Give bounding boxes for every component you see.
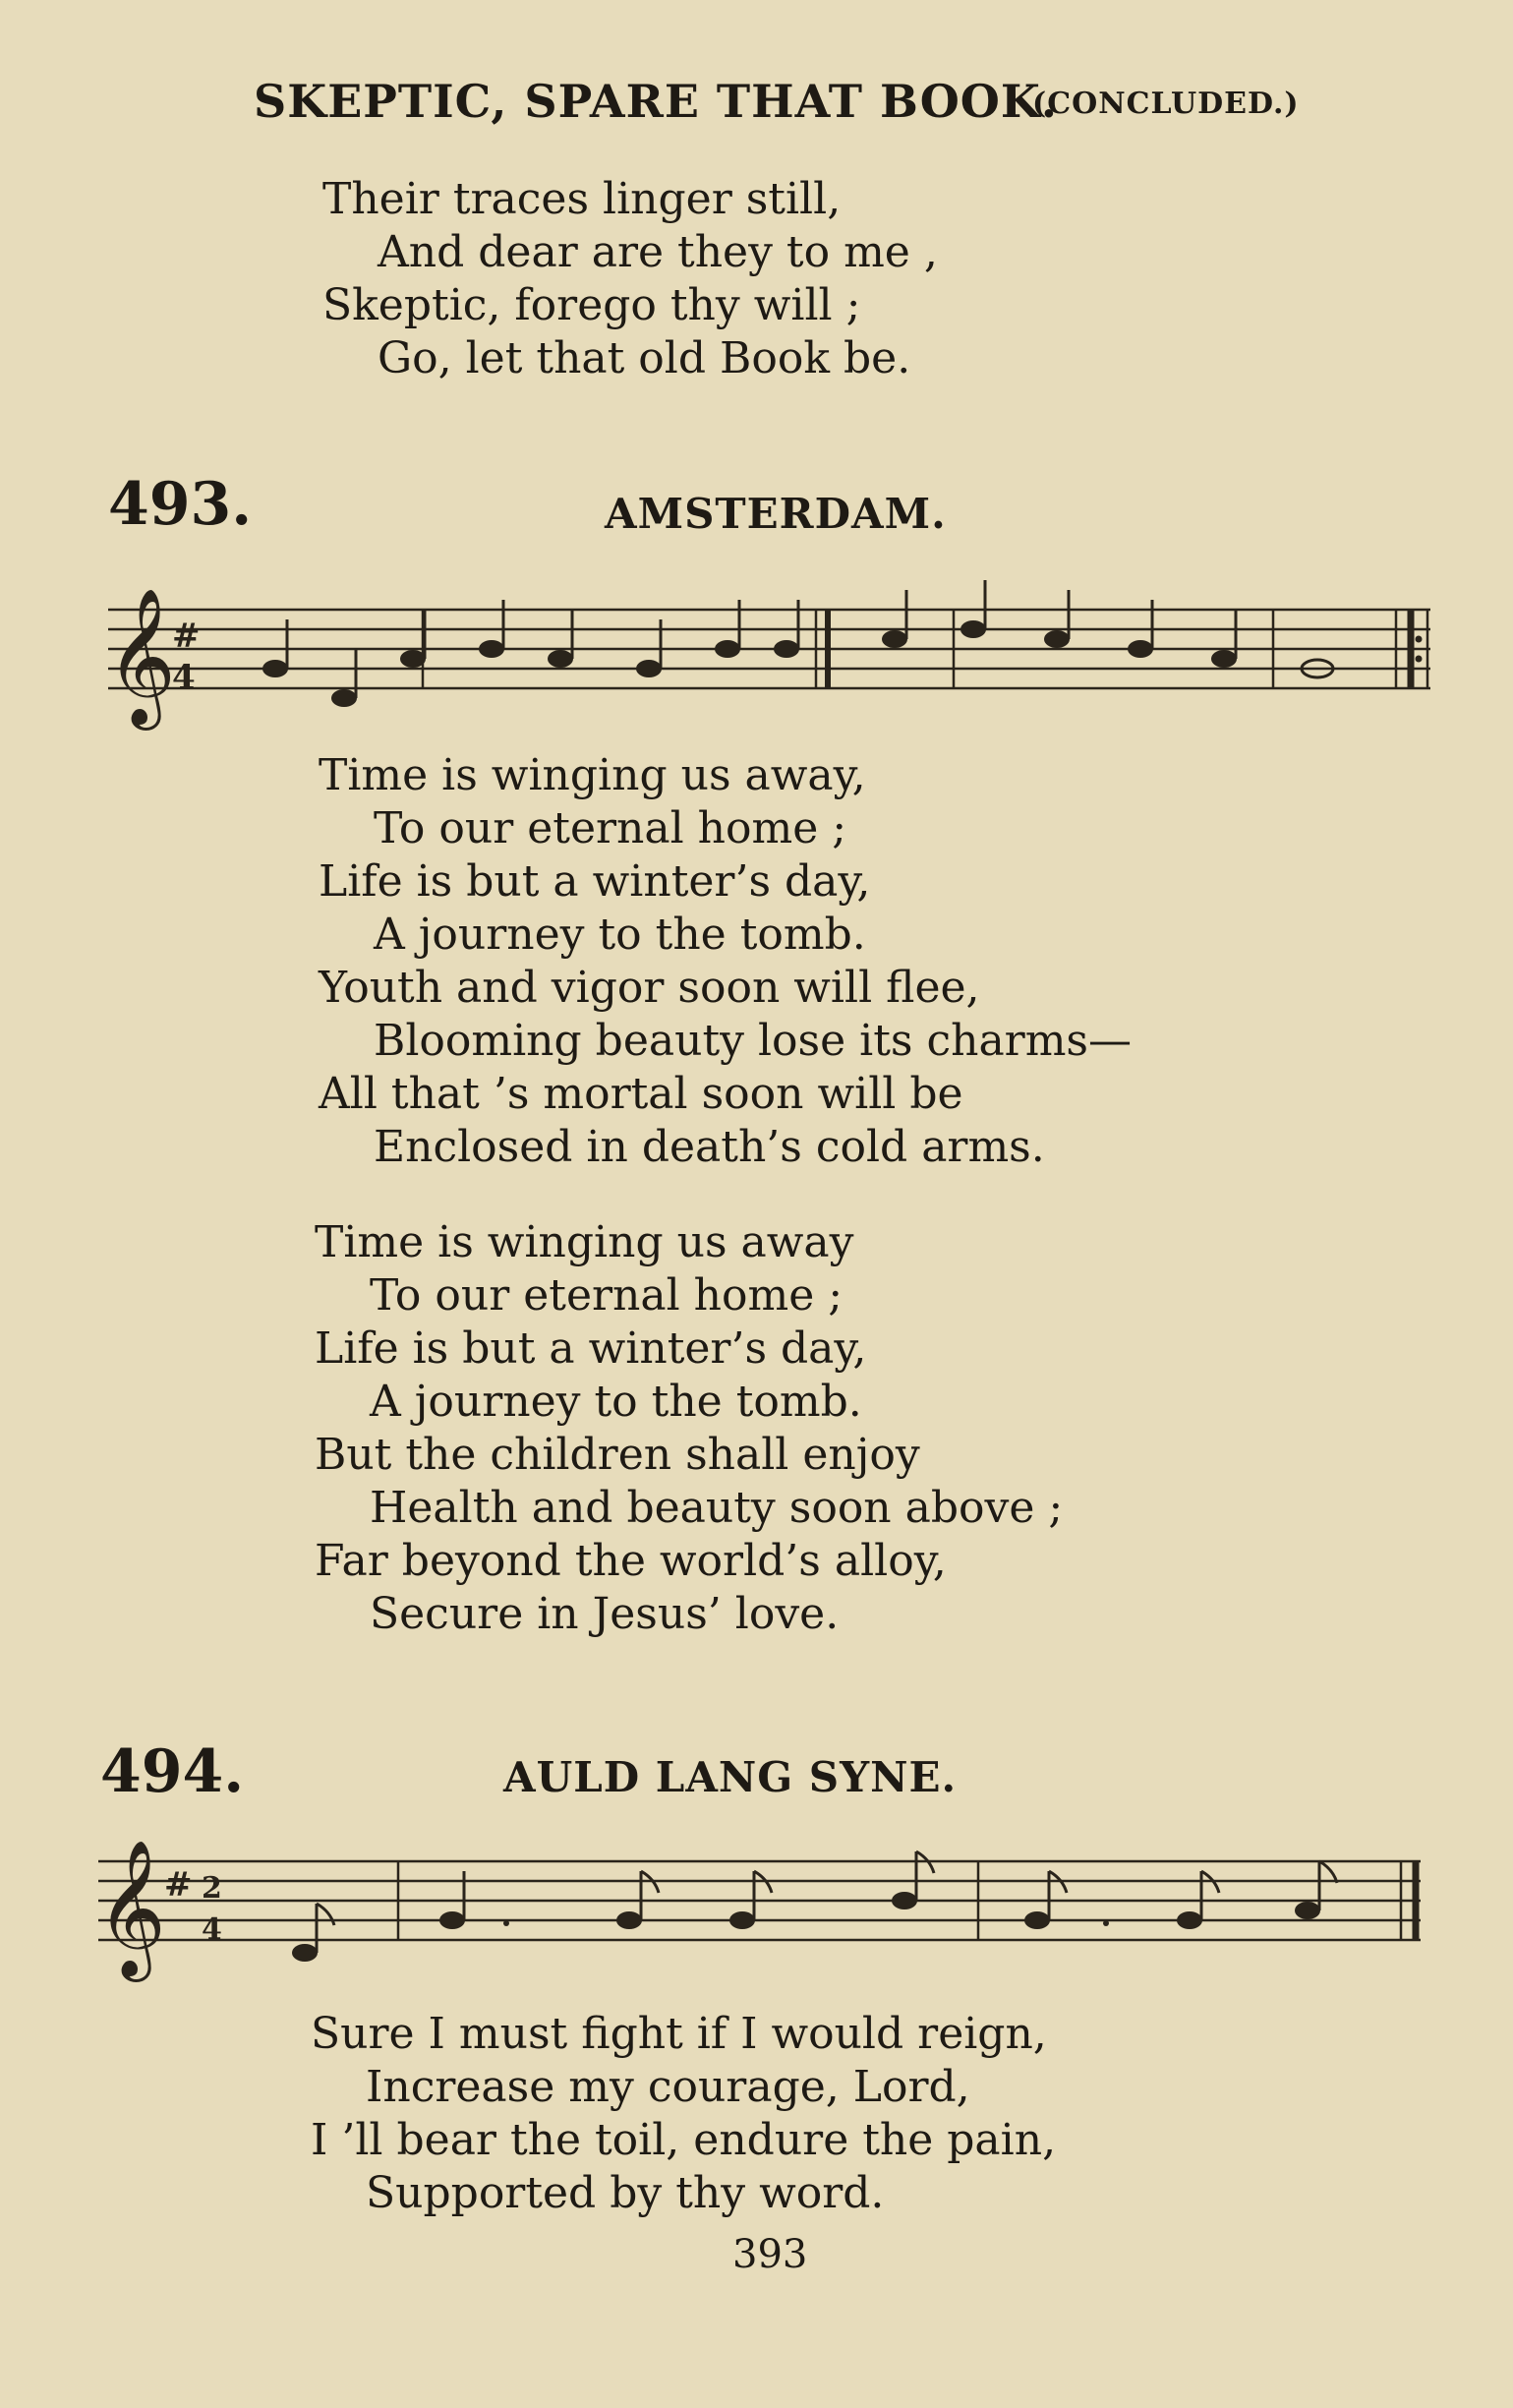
verse-line: Time is winging us away, bbox=[319, 750, 866, 800]
hymn-493-verse-2 bbox=[315, 1216, 1063, 1641]
treble-clef-icon: 𝄞 bbox=[96, 1840, 166, 1976]
verse-line: Life is but a winter’s day, bbox=[319, 856, 871, 907]
verse-line: A journey to the tomb. bbox=[370, 1377, 862, 1427]
treble-clef-icon: 𝄞 bbox=[106, 588, 176, 725]
svg-text:4: 4 bbox=[172, 658, 196, 697]
music-staff-amsterdam bbox=[98, 580, 1435, 747]
running-title: SKEPTIC, SPARE THAT BOOK. bbox=[254, 75, 1058, 128]
verse-line: Youth and vigor soon will flee, bbox=[319, 963, 980, 1013]
hymn-493-verse-1 bbox=[319, 749, 1132, 1174]
verse-line: Blooming beauty lose its charms— bbox=[374, 1016, 1133, 1066]
verse-line: To our eternal home ; bbox=[374, 803, 847, 853]
verse-line: Skeptic, forego thy will ; bbox=[322, 280, 861, 330]
verse-line: Go, let that old Book be. bbox=[378, 333, 911, 383]
verse-line: Sure I must fight if I would reign, bbox=[311, 2009, 1047, 2059]
continued-verse bbox=[322, 173, 938, 385]
verse-line: But the children shall enjoy bbox=[315, 1430, 920, 1480]
verse-line: A journey to the tomb. bbox=[374, 910, 866, 960]
concluded-note: (CONCLUDED.) bbox=[1032, 87, 1300, 121]
hymn-number-493: 493. bbox=[108, 470, 253, 539]
hymn-title-494: AULD LANG SYNE. bbox=[503, 1753, 958, 1801]
verse-line: Their traces linger still, bbox=[322, 174, 842, 224]
verse-line: To our eternal home ; bbox=[370, 1270, 844, 1321]
verse-line: And dear are they to me , bbox=[378, 227, 938, 277]
music-staff-auld-lang-syne bbox=[93, 1837, 1430, 1994]
page-number: 393 bbox=[732, 2232, 808, 2277]
verse-line: Far beyond the world’s alloy, bbox=[315, 1536, 947, 1586]
hymn-494-verse-1 bbox=[311, 2008, 1056, 2220]
verse-line: Life is but a winter’s day, bbox=[315, 1323, 867, 1374]
verse-line: I ’ll bear the toil, endure the pain, bbox=[311, 2115, 1057, 2165]
svg-text:2: 2 bbox=[202, 1871, 222, 1906]
svg-text:4: 4 bbox=[202, 1912, 222, 1947]
verse-line: Supported by thy word. bbox=[366, 2168, 885, 2218]
verse-line: Increase my courage, Lord, bbox=[366, 2062, 970, 2112]
verse-line: Health and beauty soon above ; bbox=[370, 1483, 1064, 1533]
hymn-number-494: 494. bbox=[100, 1737, 245, 1806]
verse-line: Secure in Jesus’ love. bbox=[370, 1589, 840, 1639]
svg-text:#: # bbox=[164, 1865, 193, 1905]
verse-line: All that ’s mortal soon will be bbox=[319, 1069, 963, 1119]
verse-line: Time is winging us away bbox=[315, 1217, 854, 1267]
verse-line: Enclosed in death’s cold arms. bbox=[374, 1122, 1045, 1172]
svg-text:#: # bbox=[172, 617, 201, 656]
hymn-title-493: AMSTERDAM. bbox=[605, 490, 947, 538]
